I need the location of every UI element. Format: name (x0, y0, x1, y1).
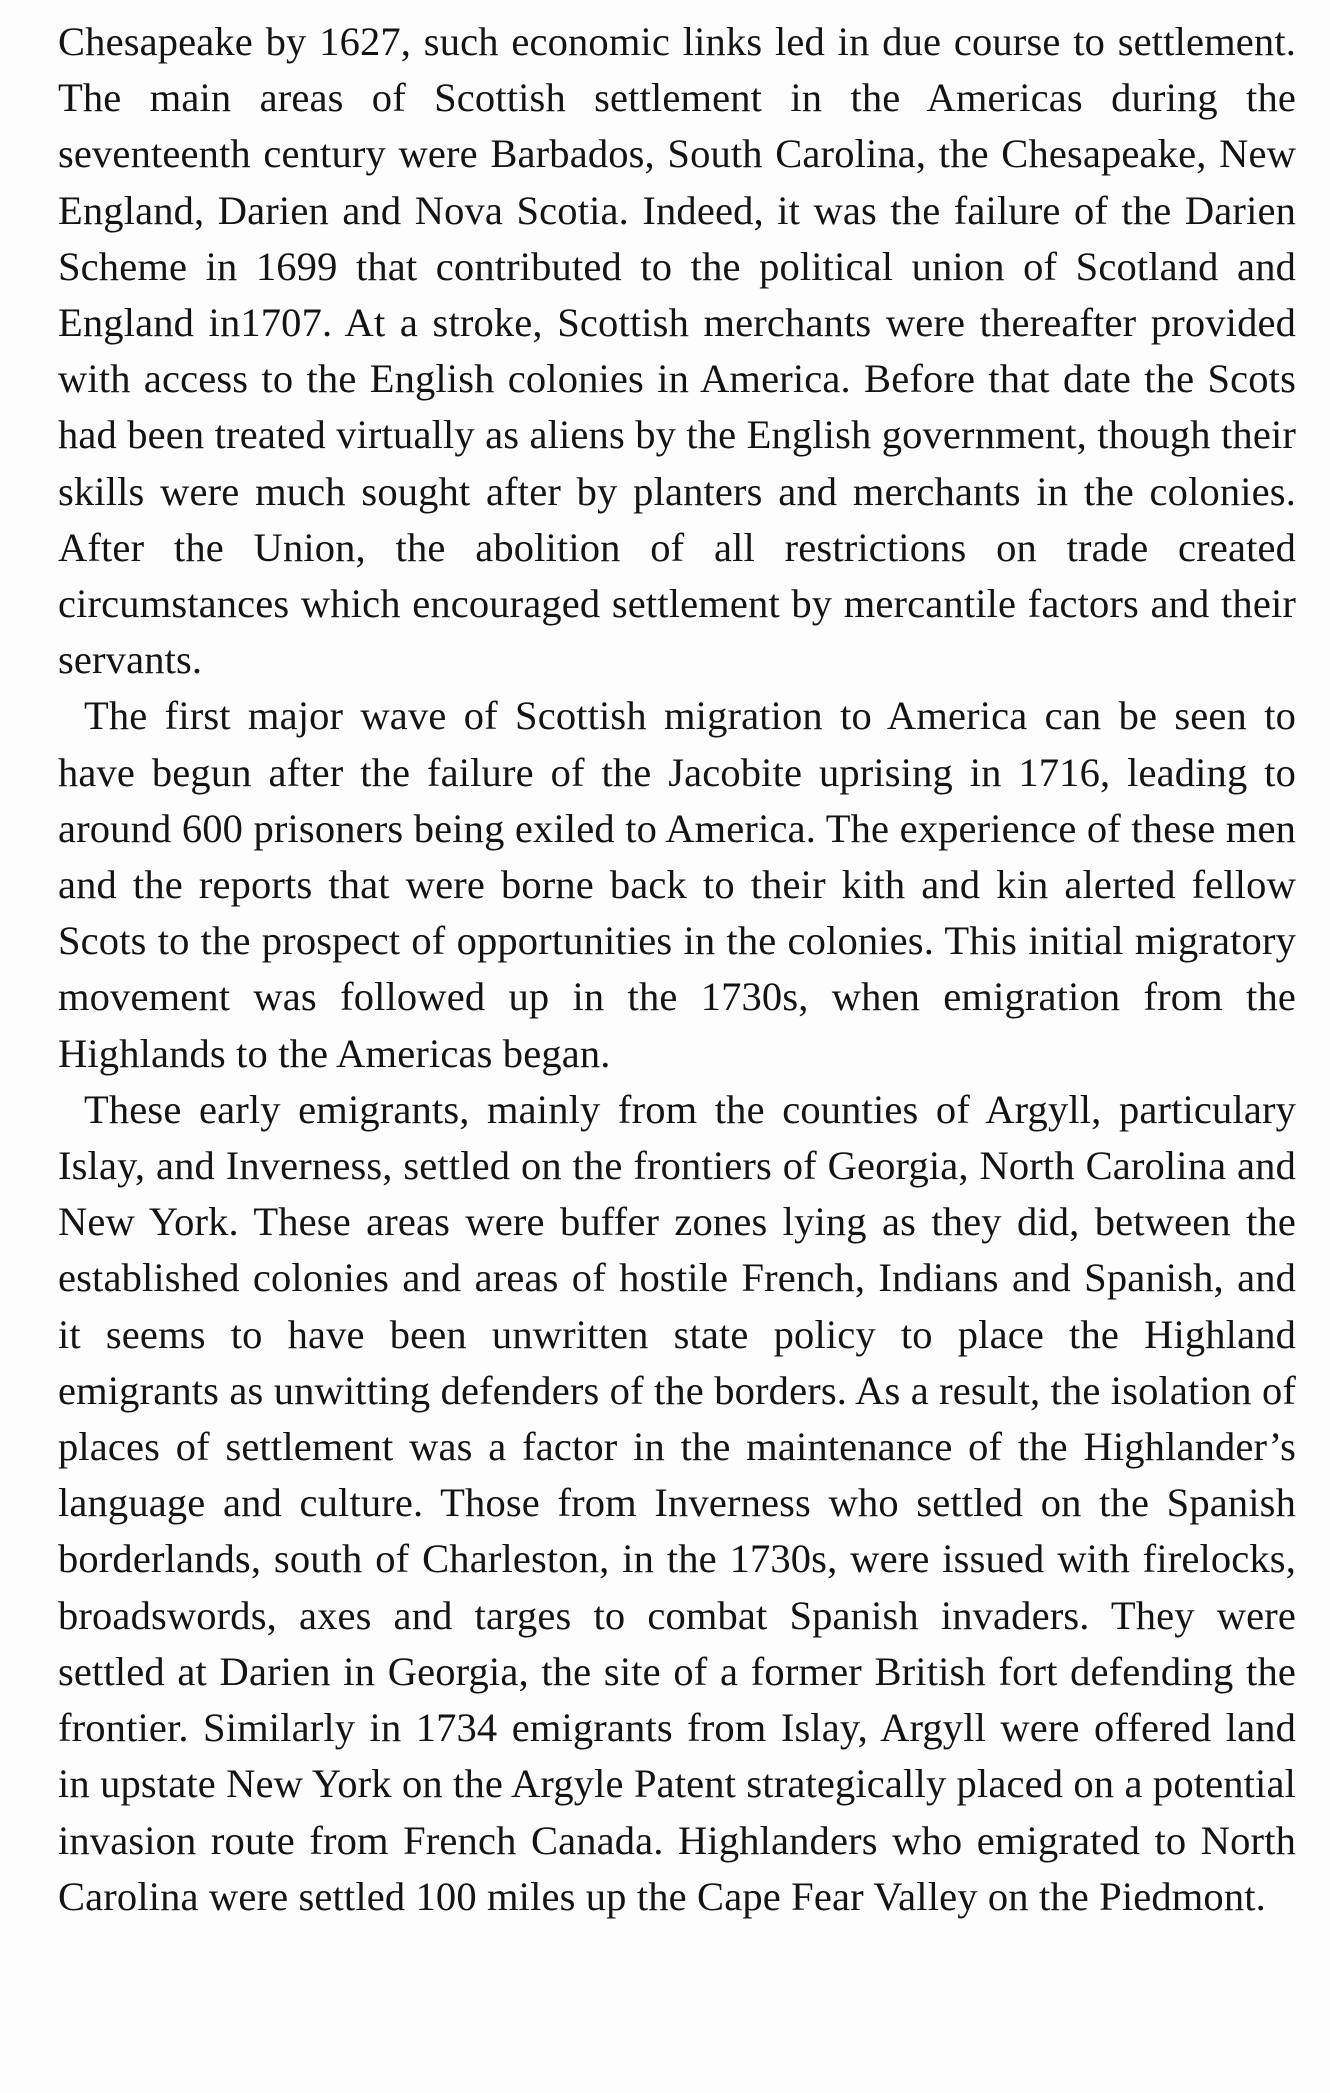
paragraph-3: These early emigrants, mainly from the counties of Argyll, particulary Islay, and Inverness, settled on the frontiers of Georgia, North Carolina and New York. These areas were buffer zones lying as they did, between the established colonies and areas of hostile French, Indians and Spanish, and it seems to have been unwritten state policy to place the Highland emigrants as unwitting defenders of the borders. As a result, the isolation of places of settlement was a factor in the maintenance of the Highlander’s language and culture. Those from Inverness who settled on the Spanish borderlands, south of Charleston, in the 1730s, were issued with firelocks, broadswords, axes and targes to combat Spanish invaders. They were settled at Darien in Georgia, the site of a former British fort defending the frontier. Similarly in 1734 emigrants from Islay, Argyll were offered land in upstate New York on the Argyle Patent strategically placed on a potential invasion route from French Canada. Highlanders who emigrated to North Carolina were settled 100 miles up the Cape Fear Valley on the Piedmont. (58, 1086, 1296, 1919)
paragraph-1: Chesapeake by 1627, such economic links led in due course to settlement. The main areas of Scottish settlement in the Americas during the seventeenth century were Barbados, South Carolina, the Chesapeake, New England, Darien and Nova Scotia. Indeed, it was the failure of the Darien Scheme in 1699 that contributed to the political union of Scotland and England in1707. At a stroke, Scottish merchants were thereafter provided with access to the English colonies in America. Before that date the Scots had been treated virtually as aliens by the English government, though their skills were much sought after by planters and merchants in the colonies. After the Union, the abolition of all restrictions on trade created circumstances which encouraged settlement by mercantile factors and their servants. (58, 19, 1296, 683)
paragraph-2: The first major wave of Scottish migration to America can be seen to have begun after the failure of the Jacobite uprising in 1716, leading to around 600 prisoners being exiled to America. The experience of these men and the reports that were borne back to their kith and kin alerted fellow Scots to the prospect of opportunities in the colonies. This initial migratory movement was followed up in the 1730s, when emigration from the Highlands to the Americas began. (58, 693, 1296, 1076)
body-text (58, 14, 1296, 1925)
